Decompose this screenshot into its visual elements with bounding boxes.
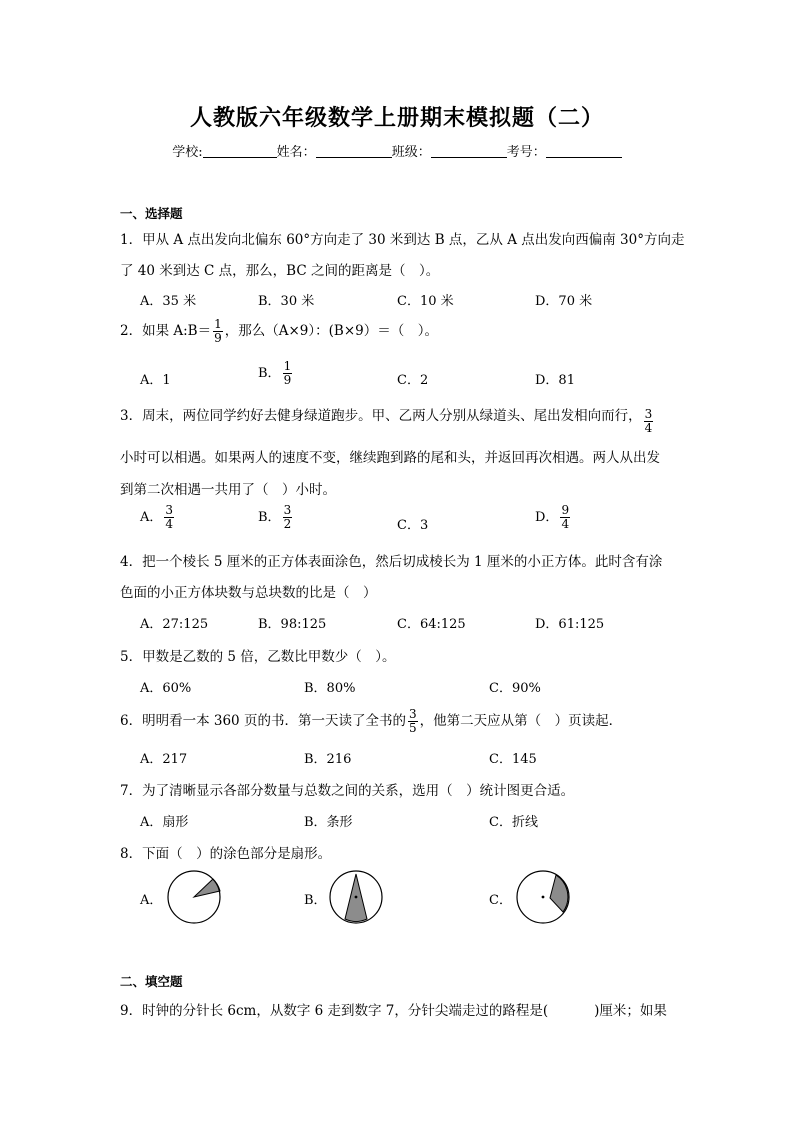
q8-figure-c	[514, 868, 572, 926]
exam-no-blank[interactable]	[546, 145, 622, 158]
q2-option-b[interactable]: B． $\frac{1}{9}$	[258, 359, 292, 387]
q3-fraction: $\frac{3}{4}$	[644, 407, 653, 435]
q2-option-a[interactable]: A．1	[140, 373, 171, 388]
q6-option-b[interactable]: B．216	[304, 752, 352, 767]
q2-option-c[interactable]: C．2	[397, 373, 429, 388]
q6-option-a[interactable]: A．217	[140, 752, 188, 767]
class-blank[interactable]	[431, 145, 507, 158]
exam-no-label: 考号：	[506, 145, 546, 160]
q4-option-c[interactable]: C．64:125	[397, 617, 466, 632]
q7-line1: 7．为了清晰显示各部分数量与总数之间的关系，选用（ ）统计图更合适。	[120, 783, 575, 799]
q3-option-b[interactable]: B． $\frac{3}{2}$	[258, 503, 292, 531]
q1-option-d[interactable]: D．70 米	[535, 294, 593, 309]
q7-option-b[interactable]: B．条形	[304, 815, 353, 830]
section-fill-heading: 二、填空题	[120, 974, 183, 989]
q2-fraction: $\frac{1}{9}$	[214, 317, 222, 345]
q7-option-c[interactable]: C．折线	[489, 815, 538, 830]
q3-line2: 小时可以相遇。如果两人的速度不变，继续跑到路的尾和头，并返回再次相遇。两人从出发	[120, 450, 660, 466]
q2-option-d[interactable]: D．81	[535, 373, 575, 388]
q8-figure-b	[327, 868, 385, 926]
school-label: 学校:	[172, 145, 203, 160]
q3-option-a[interactable]: A． $\frac{3}{4}$	[140, 503, 174, 531]
page-title: 人教版六年级数学上册期末模拟题（二）	[189, 105, 604, 131]
name-label: 姓名：	[276, 145, 316, 160]
q8-figure-c-shaded-region	[550, 875, 568, 912]
q8-option-c-label[interactable]: C．	[489, 893, 512, 908]
school-blank[interactable]	[203, 145, 277, 158]
name-blank[interactable]	[316, 145, 392, 158]
q1-option-c[interactable]: C．10 米	[397, 294, 454, 309]
class-label: 班级：	[391, 145, 431, 160]
q4-option-a[interactable]: A．27:125	[140, 617, 209, 632]
section-choice-heading: 一、选择题	[120, 206, 183, 221]
q3-option-d[interactable]: D． $\frac{9}{4}$	[535, 503, 570, 531]
q1-line1: 1．甲从 A 点出发向北偏东 60°方向走了 30 米到达 B 点，乙从 A 点出发向西偏南 30°方向走	[120, 232, 685, 248]
q9-line: 9．时钟的分针长 6cm，从数字 6 走到数字 7，分针尖端走过的路程是( )厘米；如果	[120, 1003, 667, 1019]
q1-option-b[interactable]: B．30 米	[258, 294, 315, 309]
q2-text-post: ，那么（A×9）：(B×9）＝（ ）。	[224, 323, 438, 339]
student-info-line	[0, 141, 794, 160]
q4-line2: 色面的小正方体块数与总块数的比是（ ）	[120, 585, 377, 601]
q6-fraction: $\frac{3}{5}$	[408, 707, 417, 735]
q1-option-a[interactable]: A．35 米	[140, 294, 197, 309]
q3-line3: 到第二次相遇一共用了（ ）小时。	[120, 482, 336, 498]
q3-option-c[interactable]: C．3	[397, 518, 429, 533]
q8-option-b-label[interactable]: B．	[304, 893, 327, 908]
q2-text-pre: 2．如果 A:B＝	[120, 323, 212, 339]
q8-option-a-label[interactable]: A．	[140, 893, 163, 908]
q5-option-c[interactable]: C．90%	[489, 681, 541, 696]
q5-option-a[interactable]: A．60%	[140, 681, 192, 696]
q8-figure-a	[165, 868, 223, 926]
q6-line: 6．明明看一本 360 页的书．第一天读了全书的 $\frac{3}{5}$ ，他第二天应从第（ ）页读起．	[120, 707, 623, 735]
q2-line	[120, 318, 438, 345]
q7-option-a[interactable]: A．扇形	[140, 815, 189, 830]
q4-option-d[interactable]: D．61:125	[535, 617, 605, 632]
q5-option-b[interactable]: B．80%	[304, 681, 356, 696]
q5-line1: 5．甲数是乙数的 5 倍，乙数比甲数少（ ）。	[120, 649, 396, 665]
q3-line1: 3．周末，两位同学约好去健身绿道跑步。甲、乙两人分别从绿道头、尾出发相向而行， $\frac{3}{4}$	[120, 407, 653, 435]
q6-option-c[interactable]: C．145	[489, 752, 537, 767]
q4-line1: 4．把一个棱长 5 厘米的正方体表面涂色，然后切成棱长为 1 厘米的小正方体。此时含有涂	[120, 554, 663, 570]
q1-line2: 了 40 米到达 C 点，那么，BC 之间的距离是（ ）。	[120, 263, 440, 279]
q4-option-b[interactable]: B．98:125	[258, 617, 327, 632]
q8-line1: 8．下面（ ）的涂色部分是扇形。	[120, 846, 332, 862]
q8-figure-a-shaded-region	[194, 879, 220, 897]
